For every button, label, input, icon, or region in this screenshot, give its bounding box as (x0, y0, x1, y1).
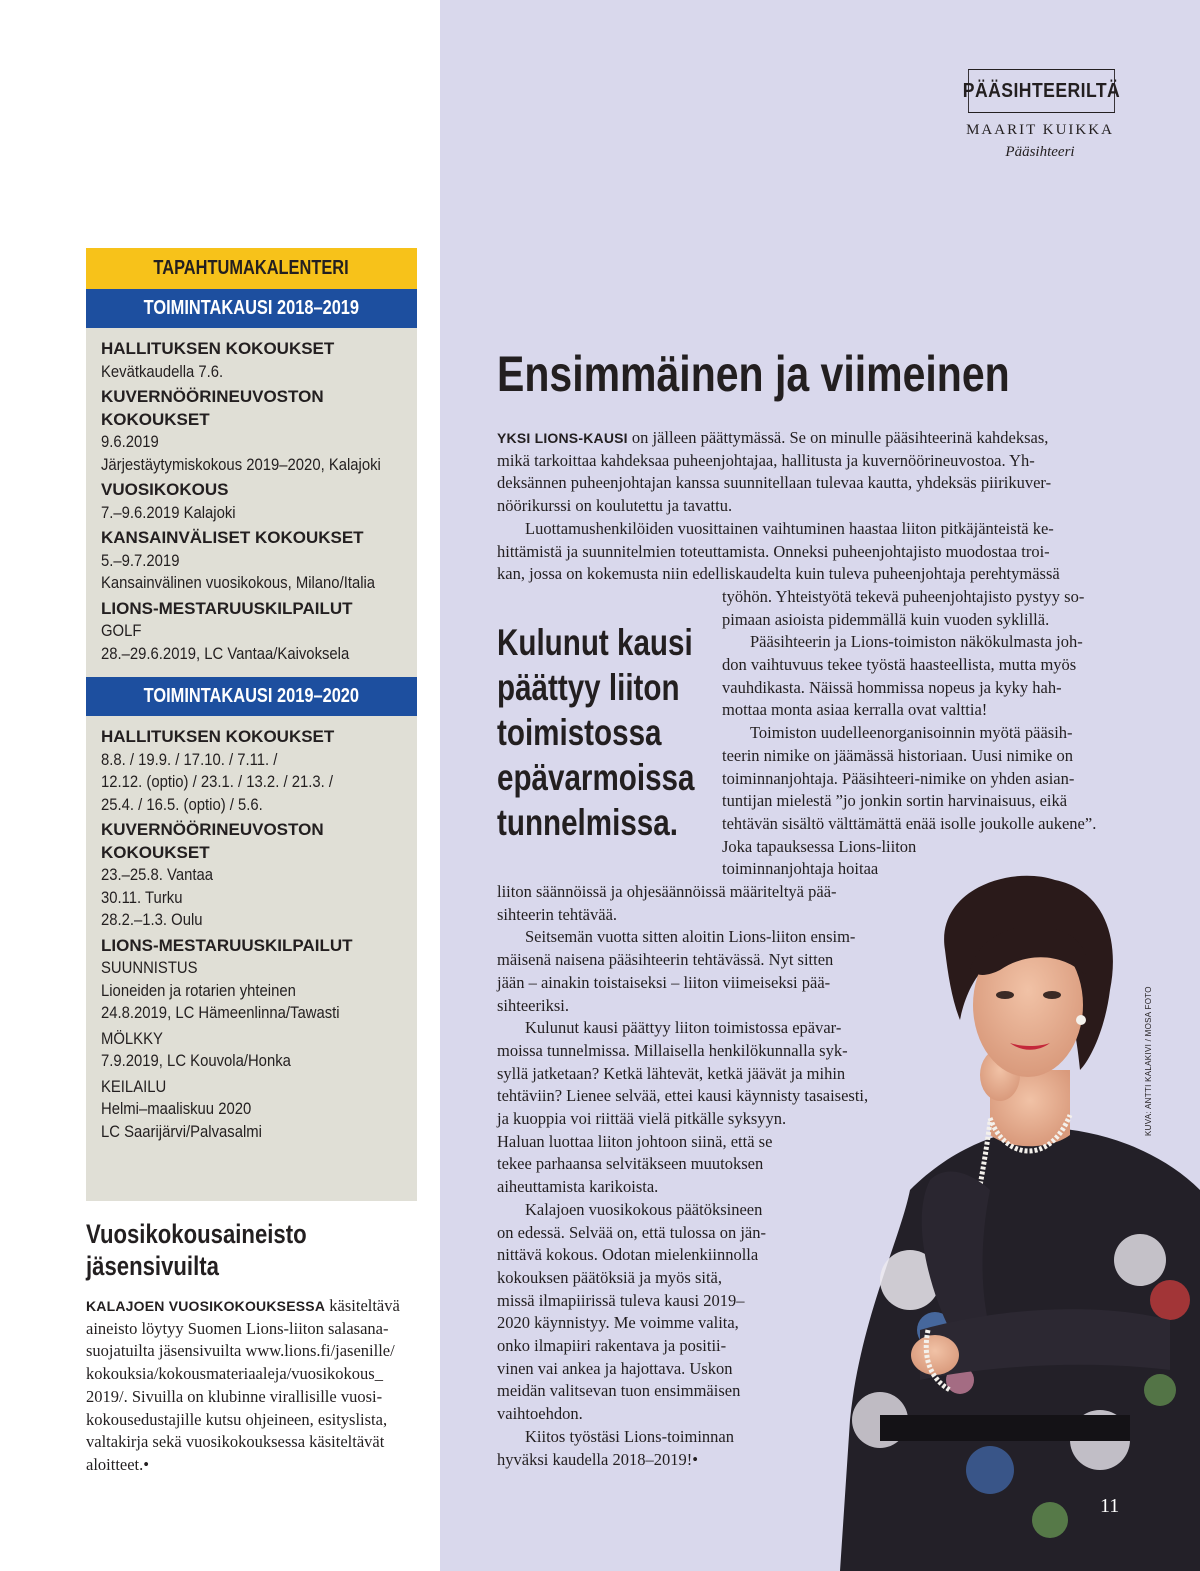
calendar-entry (101, 819, 407, 932)
entry-title: VUOSIKOKOUS (101, 480, 229, 499)
entry-detail (101, 794, 407, 817)
body-line: Kulunut kausi päättyy liiton toimistossa epävar- (525, 1018, 842, 1038)
author-name: MAARIT KUIKKA (966, 122, 1114, 138)
entry-title: KUVERNÖÖRINEUVOSTON (101, 820, 324, 839)
period-header (86, 677, 417, 716)
body-line: teerin nimike on jäämässä historiaan. Uusi nimike on (722, 745, 1074, 765)
side-article-lead: KALAJOEN VUOSIKOKOUKSESSA (86, 1298, 326, 1314)
entry-title: KANSAINVÄLISET KOKOUKSET (101, 528, 364, 547)
body-line: nöörikurssi on koulutettu ja tavattu. (497, 496, 733, 516)
entry-detail (101, 749, 407, 772)
calendar-entry (101, 935, 407, 1025)
entry-detail-text: 28.–29.6.2019, LC Vantaa/Kaivoksela (101, 644, 350, 663)
entry-detail (101, 1121, 407, 1144)
period-title: TOIMINTAKAUSI 2018–2019 (143, 297, 360, 319)
body-line: vaihtoehdon. (497, 1404, 583, 1424)
side-body-line: suojatuilta jäsensivuilta www.lions.fi/jasenille/ (86, 1341, 395, 1361)
body-line: jään – ainakin toistaiseksi – liiton viimeiseksi pää- (497, 972, 831, 992)
body-line: Kalajoen vuosikokous päätöksineen (525, 1199, 763, 1219)
body-line: ja kuoppia voi riittää vielä pitkälle syksyyn. (497, 1109, 787, 1128)
entry-title: KOKOUKSET (101, 842, 210, 862)
period-title: TOIMINTAKAUSI 2019–2020 (143, 685, 360, 707)
entry-detail (101, 909, 407, 932)
body-line: Toimiston uudelleenorganisoinnin myötä pääsih- (750, 723, 1073, 743)
body-line: tehtäviin? Lienee selvää, ettei kausi käynnisty tasaisesti, (497, 1086, 869, 1106)
side-title-line: Vuosikokousaineisto (86, 1219, 307, 1249)
body-line: onko ilmapiiri rakentava ja positii- (497, 1336, 727, 1355)
side-article-body (86, 1295, 418, 1477)
body-line: hittämistä ja suunnitelmien toteuttamista. Onneksi puheenjohtajisto muodostaa troi- (497, 541, 1050, 561)
body-line: vinen vai ankea ja hajottava. Uskon (497, 1358, 733, 1378)
entry-detail-text: 30.11. Turku (101, 888, 183, 907)
body-line: mäisenä naisena pääsihteerin tehtävässä. Nyt sitten (497, 950, 834, 970)
body-line: Joka tapauksessa Lions-liiton (722, 836, 917, 856)
entry-title: LIONS-MESTARUUSKILPAILUT (101, 598, 353, 618)
side-title-line: jäsensivuilta (86, 1251, 219, 1281)
body-line: tekee parhaansa selvitäkseen muutoksen (497, 1154, 764, 1174)
side-body-line: valtakirja sekä vuosikokouksessa käsiteltävät (86, 1432, 385, 1452)
calendar-entry (101, 338, 407, 383)
entry-detail (101, 572, 407, 595)
entry-detail (101, 454, 407, 477)
body-line: nittävä kokous. Odotan mielenkiinnolla (497, 1245, 759, 1265)
entry-detail-text: Kansainvälinen vuosikokous, Milano/Italia (101, 574, 376, 592)
article-lead: YKSI LIONS-KAUSI (497, 430, 628, 446)
article-first-line (497, 427, 1048, 450)
body-line: työhön. Yhteistyötä tekevä puheenjohtajisto pystyy so- (722, 586, 1085, 606)
entry-detail-text: Kevätkaudella 7.6. (101, 362, 224, 381)
side-body-line: kokousedustajille kutsu ohjeineen, esityslista, (86, 1409, 388, 1429)
entry-detail-text: 28.2.–1.3. Oulu (101, 911, 203, 929)
entry-detail-text: Helmi–maaliskuu 2020 (101, 1100, 252, 1118)
body-line: aiheuttamista karikoista. (497, 1177, 659, 1197)
entry-detail (101, 361, 407, 384)
pull-quote (497, 620, 712, 845)
body-line: Kiitos työstäsi Lions-toiminnan (525, 1426, 734, 1446)
body-line: moissa tunnelmissa. Millaisella henkilökunnalla syk- (497, 1040, 848, 1060)
body-line: mottaa monta asiaa kerralla ovat valttia! (722, 700, 988, 720)
entry-detail (101, 643, 407, 666)
calendar-entry (101, 598, 407, 666)
entry-detail (101, 957, 407, 980)
entry-detail (101, 980, 407, 1003)
entry-detail-text: KEILAILU (101, 1077, 167, 1096)
entry-detail (101, 1050, 407, 1073)
body-line: Luottamushenkilöiden vuosittainen vaihtuminen haastaa liiton pitkäjänteistä ke- (525, 518, 1054, 538)
entry-detail (101, 620, 407, 643)
entry-title: LIONS-MESTARUUSKILPAILUT (101, 935, 353, 955)
body-line: Haluan luottaa liiton johtoon siinä, että se (497, 1131, 773, 1151)
entry-detail (101, 431, 407, 454)
entry-detail (101, 1076, 407, 1099)
body-line: 2020 käynnistyy. Me voimme valita, (497, 1313, 739, 1333)
author-role: Pääsihteeri (1005, 144, 1075, 160)
body-text: on jälleen päättymässä. Se on minulle pääsihteerinä kahdeksas, (627, 428, 1049, 447)
entry-detail-text: 7.–9.6.2019 Kalajoki (101, 503, 236, 522)
body-line: deksännen puheenjohtajan kanssa suunnitellaan tulevaa kautta, yhdeksäs piirikuver- (497, 473, 1052, 493)
calendar-entry (101, 726, 407, 816)
pull-quote-line: toimistossa (497, 712, 662, 753)
entry-detail-text: LC Saarijärvi/Palvasalmi (101, 1122, 262, 1141)
pull-quote-line: tunnelmissa. (497, 802, 678, 843)
pull-quote-line: epävarmoissa (497, 757, 695, 798)
calendar-entry (101, 1076, 407, 1144)
body-line: syllä jatketaan? Ketkä lähtevät, ketkä jäävät ja mihin (497, 1063, 846, 1083)
portrait-photo (840, 860, 1200, 1571)
period-entries (86, 328, 417, 671)
entry-detail-text: 5.–9.7.2019 (101, 551, 180, 570)
calendar-entry (101, 1028, 407, 1073)
body-line: tehtävän sisältö välttämättä enää isolle joukolle aukene”. (722, 813, 1097, 833)
entry-detail (101, 864, 407, 887)
side-body-line: aloitteet.• (86, 1454, 150, 1474)
entry-detail-text: MÖLKKY (101, 1029, 163, 1048)
calendar-entry (101, 527, 407, 595)
article-title: Ensimmäinen ja viimeinen (497, 346, 1010, 402)
entry-detail (101, 771, 407, 794)
entry-detail (101, 1028, 407, 1051)
section-tag: PÄÄSIHTEERILTÄ (968, 69, 1115, 113)
pull-quote-line: päättyy liiton (497, 667, 680, 708)
side-body-line: 2019/. Sivuilla on klubinne virallisille vuosi- (86, 1386, 383, 1406)
entry-detail-text: 9.6.2019 (101, 433, 159, 451)
body-line: toiminnanjohtaja hoitaa (722, 859, 879, 879)
side-body-line: kokouksia/kokousmateriaaleja/vuosikokous_ (86, 1364, 383, 1384)
body-line: liiton säännöissä ja ohjesäännöissä määriteltyä pää- (497, 882, 837, 901)
body-line: tuntijan mielestä ”jo jonkin sortin harvinaisuus, eikä (722, 791, 1068, 811)
side-body-line: aineisto löytyy Suomen Lions-liiton salasana- (86, 1318, 389, 1338)
entry-detail-text: 12.12. (optio) / 23.1. / 13.2. / 21.3. / (101, 773, 333, 791)
entry-detail-text: Järjestäytymiskokous 2019–2020, Kalajoki (101, 455, 381, 474)
entry-detail (101, 502, 407, 525)
entry-detail-text: 25.4. / 16.5. (optio) / 5.6. (101, 795, 263, 814)
entry-title: KUVERNÖÖRINEUVOSTON (101, 387, 324, 406)
body-line: missä ilmapiirissä tuleva kausi 2019– (497, 1290, 745, 1310)
body-line: kan, jossa on kokemusta niin edelliskaudelta kuin tuleva puheenjohtaja perehtymässä (497, 564, 1060, 584)
calendar-entry (101, 386, 407, 476)
body-line: sihteerin tehtävää. (497, 904, 618, 924)
body-line: Seitsemän vuotta sitten aloitin Lions-liiton ensim- (525, 927, 856, 947)
entry-detail-text: SUUNNISTUS (101, 959, 198, 977)
body-line: meidän valitsevan tuon ensimmäisen (497, 1381, 741, 1401)
body-line: vauhdikasta. Näissä hommissa nopeus ja kyky hah- (722, 677, 1062, 697)
entry-detail-text: GOLF (101, 622, 142, 640)
side-article-title (86, 1218, 417, 1282)
body-line: kokouksen päätöksiä ja myös sitä, (497, 1267, 723, 1287)
period-entries (86, 716, 417, 1149)
body-line: toiminnanjohtaja. Pääsihteeri-nimike on yhden asian- (722, 768, 1075, 788)
entry-title: HALLITUKSEN KOKOUKSET (101, 727, 335, 746)
body-line: pimaan asioista pidemmällä kuin vuoden syklillä. (722, 609, 1050, 629)
entry-detail-text: Lioneiden ja rotarien yhteinen (101, 981, 296, 1000)
body-line: on edessä. Selvää on, että tulossa on jän- (497, 1222, 766, 1242)
body-line: mikä tarkoittaa kahdeksaa puheenjohtajaa, hallitusta ja kuvernöörineuvostoa. Yh- (497, 450, 1035, 470)
entry-detail (101, 1002, 407, 1025)
calendar-header (86, 248, 417, 289)
entry-detail-text: 24.8.2019, LC Hämeenlinna/Tawasti (101, 1004, 340, 1022)
body-line: don vaihtuvuus tekee työstä haasteellista, mutta myös (722, 655, 1077, 674)
photo-credit: KUVA: ANTTI KALAKIVI / MOSA FOTO (1144, 986, 1153, 1136)
body-line: sihteeriksi. (497, 995, 569, 1015)
period-header (86, 289, 417, 328)
body-line: Pääsihteerin ja Lions-toimiston näkökulmasta joh- (750, 632, 1083, 652)
entry-title: HALLITUKSEN KOKOUKSET (101, 339, 335, 358)
page-number: 11 (1100, 1495, 1120, 1517)
entry-detail-text: 8.8. / 19.9. / 17.10. / 7.11. / (101, 750, 278, 769)
entry-detail-text: 7.9.2019, LC Kouvola/Honka (101, 1052, 291, 1070)
entry-title: KOKOUKSET (101, 409, 210, 429)
event-calendar (86, 248, 417, 1201)
pull-quote-line: Kulunut kausi (497, 622, 693, 663)
side-body-text: käsiteltävä (325, 1296, 400, 1315)
entry-detail (101, 887, 407, 910)
entry-detail-text: 23.–25.8. Vantaa (101, 866, 214, 884)
calendar-header-text: TAPAHTUMAKALENTERI (153, 257, 350, 279)
entry-detail (101, 550, 407, 573)
calendar-entry (101, 479, 407, 524)
entry-detail (101, 1098, 407, 1121)
body-line: hyväksi kaudella 2018–2019!• (497, 1449, 698, 1469)
